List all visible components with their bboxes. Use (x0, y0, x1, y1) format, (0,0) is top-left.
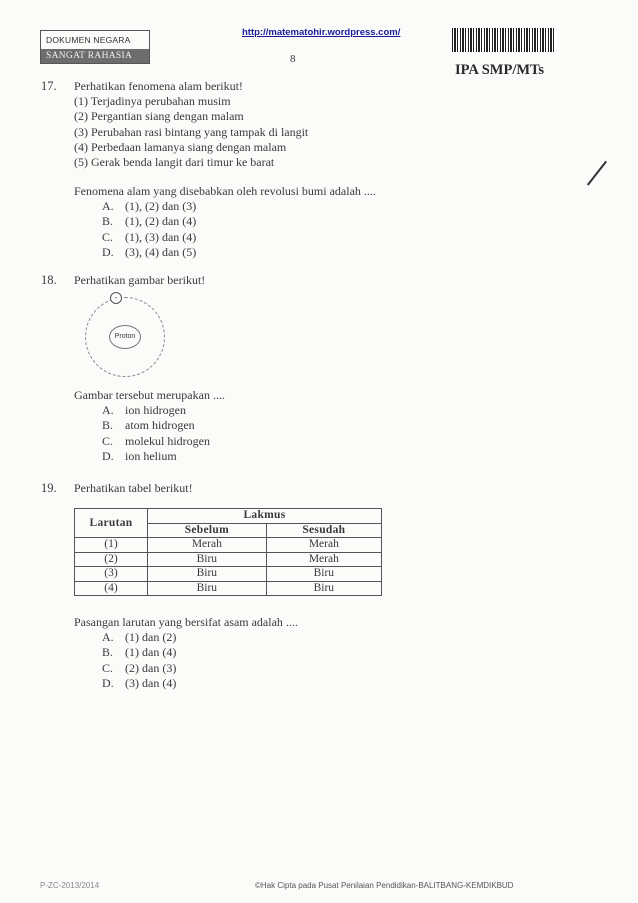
page-number: 8 (290, 53, 296, 65)
option-text: ion helium (125, 448, 177, 463)
answer-option[interactable] (102, 661, 298, 676)
table-cell: (3) (75, 567, 148, 582)
question-19-number: 19. (41, 481, 57, 495)
question-text: Fenomena alam yang disebabkan oleh revolusi bumi adalah .... (74, 184, 376, 198)
litmus-table (74, 508, 382, 596)
table-cell: Merah (148, 538, 267, 553)
table-cell: (4) (75, 581, 148, 596)
table-cell: Merah (266, 552, 381, 567)
option-letter: B. (102, 418, 114, 433)
document-classification-box (40, 30, 150, 64)
option-text: (1), (2) dan (4) (125, 214, 197, 229)
option-letter: D. (102, 675, 114, 690)
answer-option[interactable] (102, 214, 376, 229)
option-text: (3), (4) dan (5) (125, 244, 197, 259)
copyright-notice: ©Hak Cipta pada Pusat Penilaian Pendidikan-BALITBANG-KEMDIKBUD (255, 881, 514, 890)
table-row (75, 538, 382, 553)
pen-mark (587, 161, 607, 186)
table-cell: (1) (75, 538, 148, 553)
question-prompt: Perhatikan tabel berikut! (74, 481, 193, 495)
option-letter: D. (102, 244, 114, 259)
table-header-litmus: Lakmus (148, 509, 382, 524)
question-17 (74, 79, 308, 170)
question-18-number: 18. (41, 273, 57, 287)
answer-option[interactable] (102, 199, 376, 214)
option-text: (3) dan (4) (125, 675, 177, 690)
answer-option[interactable] (102, 245, 376, 260)
option-letter: B. (102, 214, 114, 229)
option-letter: C. (102, 660, 114, 675)
table-row (75, 581, 382, 596)
answer-option[interactable] (102, 630, 298, 645)
option-text: (1) dan (2) (125, 630, 177, 645)
option-text: (1) dan (4) (125, 645, 177, 660)
subject-title: IPA SMP/MTs (455, 62, 545, 78)
table-row (75, 567, 382, 582)
list-item: (5) Gerak benda langit dari timur ke barat (74, 155, 275, 170)
option-text: atom hidrogen (125, 418, 195, 433)
table-cell: Biru (266, 567, 381, 582)
option-text: (1), (2) dan (3) (125, 199, 197, 214)
list-item: (4) Perbedaan lamanya siang dengan malam (74, 139, 287, 154)
barcode-icon (452, 28, 556, 52)
proton-nucleus: Proton (109, 325, 141, 349)
answer-option[interactable] (102, 418, 225, 433)
doc-label: DOKUMEN NEGARA (46, 35, 131, 45)
answer-option[interactable] (102, 449, 225, 464)
table-header-solution: Larutan (75, 509, 148, 538)
answer-option[interactable] (102, 230, 376, 245)
answer-option[interactable] (102, 676, 298, 691)
question-18-choices (74, 388, 225, 464)
table-row (75, 552, 382, 567)
answer-option[interactable] (102, 434, 225, 449)
table-header-before: Sebelum (148, 523, 267, 538)
option-letter: A. (102, 403, 114, 418)
option-text: molekul hidrogen (125, 433, 210, 448)
exam-code: P-ZC-2013/2014 (40, 881, 100, 890)
source-url-link[interactable]: http://matematohir.wordpress.com/ (242, 27, 401, 38)
option-letter: B. (102, 645, 114, 660)
list-item: (1) Terjadinya perubahan musim (74, 94, 231, 109)
table-cell: Biru (266, 581, 381, 596)
option-letter: C. (102, 433, 114, 448)
table-cell: (2) (75, 552, 148, 567)
table-cell: Merah (266, 538, 381, 553)
table-header-after: Sesudah (266, 523, 381, 538)
question-text: Gambar tersebut merupakan .... (74, 388, 225, 402)
question-17-number: 17. (41, 79, 57, 93)
option-text: ion hidrogen (125, 403, 186, 418)
question-19-choices (74, 615, 298, 691)
option-letter: A. (102, 630, 114, 645)
question-text: Pasangan larutan yang bersifat asam adalah .... (74, 615, 298, 629)
answer-option[interactable] (102, 645, 298, 660)
table-cell: Biru (148, 581, 267, 596)
option-text: (1), (3) dan (4) (125, 229, 197, 244)
secret-label: SANGAT RAHASIA (41, 49, 149, 63)
table-cell: Biru (148, 567, 267, 582)
option-letter: D. (102, 448, 114, 463)
option-letter: A. (102, 199, 114, 214)
question-prompt: Perhatikan fenomena alam berikut! (74, 79, 243, 93)
list-item: (3) Perubahan rasi bintang yang tampak di langit (74, 124, 309, 139)
question-prompt: Perhatikan gambar berikut! (74, 273, 206, 287)
question-17-choices (74, 184, 376, 260)
option-letter: C. (102, 229, 114, 244)
answer-option[interactable] (102, 403, 225, 418)
electron-icon: - (110, 292, 122, 304)
table-cell: Biru (148, 552, 267, 567)
list-item: (2) Pergantian siang dengan malam (74, 109, 244, 124)
option-text: (2) dan (3) (125, 660, 177, 675)
